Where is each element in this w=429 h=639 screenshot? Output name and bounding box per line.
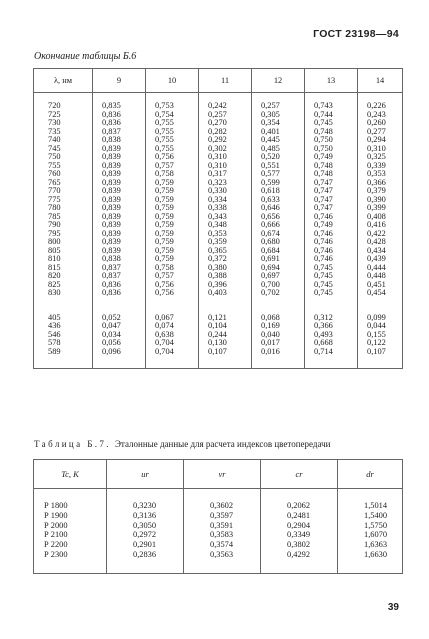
table-cell: 0,244 <box>199 331 252 340</box>
table-cell: 0,697 <box>252 272 305 281</box>
table-cell: 0,755 <box>146 119 199 128</box>
table-cell: 0,2901 <box>107 540 184 550</box>
table-cell: 0,067 <box>146 314 199 323</box>
table-cell: 0,746 <box>305 213 358 222</box>
table-cell: 0,759 <box>146 247 199 256</box>
table-cell: 0,348 <box>199 221 252 230</box>
column-header: λ, нм <box>34 69 93 93</box>
table-cell: 0,169 <box>252 322 305 331</box>
page-number: 39 <box>387 602 399 613</box>
table-cell: 795 <box>34 230 93 239</box>
table-cell: 0,292 <box>199 136 252 145</box>
table-cell: 0,839 <box>93 153 146 162</box>
column-header: 9 <box>93 69 146 93</box>
table-cell: 0,745 <box>305 289 358 298</box>
table-cell: 0,401 <box>252 128 305 137</box>
table-cell: 0,056 <box>93 339 146 348</box>
table-cell: 0,748 <box>305 162 358 171</box>
table-cell: 0,746 <box>305 247 358 256</box>
table-cell: 0,836 <box>93 119 146 128</box>
table-cell: 0,668 <box>305 339 358 348</box>
table-cell: 0,746 <box>305 238 358 247</box>
table-cell: 0,339 <box>358 162 403 171</box>
column-header: 12 <box>252 69 305 93</box>
table-b6 <box>33 68 403 369</box>
table-cell: 0,839 <box>93 213 146 222</box>
table-cell: 0,277 <box>358 128 403 137</box>
table-cell: 0,2062 <box>261 489 338 511</box>
table-cell: 0,759 <box>146 179 199 188</box>
table-cell: 0,3050 <box>107 521 184 531</box>
table-cell: 0,745 <box>305 119 358 128</box>
table-cell: 0,3349 <box>261 530 338 540</box>
table-cell: 815 <box>34 264 93 273</box>
table-cell: 0,107 <box>358 348 403 369</box>
table-b7-caption <box>34 439 330 449</box>
table-cell: 0,121 <box>199 314 252 323</box>
table-cell: 0,759 <box>146 213 199 222</box>
table-cell: 0,445 <box>252 136 305 145</box>
table-cell: 830 <box>34 289 93 298</box>
row-spacer <box>34 298 403 314</box>
table-cell: 0,680 <box>252 238 305 247</box>
table-cell: 0,388 <box>199 272 252 281</box>
table-cell: 735 <box>34 128 93 137</box>
table-cell: 0,390 <box>358 196 403 205</box>
table-cell: 0,759 <box>146 204 199 213</box>
standard-number: ГОСТ 23198—94 <box>313 28 399 40</box>
table-cell: 0,353 <box>199 230 252 239</box>
table-cell: 0,666 <box>252 221 305 230</box>
table-cell: 0,3583 <box>184 530 261 540</box>
table-cell: 1,5400 <box>338 511 403 521</box>
table-cell: 0,353 <box>358 170 403 179</box>
table-cell: 0,396 <box>199 281 252 290</box>
column-header: ur <box>107 460 184 489</box>
table-cell: 0,380 <box>199 264 252 273</box>
table-cell: 725 <box>34 111 93 120</box>
column-header: cr <box>261 460 338 489</box>
table-cell: 0,750 <box>305 145 358 154</box>
table-cell: 0,756 <box>146 281 199 290</box>
table-cell: 770 <box>34 187 93 196</box>
table-row <box>34 511 403 521</box>
table-cell: 0,633 <box>252 196 305 205</box>
table-b7-caption-text: Эталонные данные для расчета индексов цветопередачи <box>114 439 331 449</box>
table-cell: 0,837 <box>93 128 146 137</box>
table-cell: 0,638 <box>146 331 199 340</box>
table-cell: 0,047 <box>93 322 146 331</box>
table-cell: 1,6363 <box>338 540 403 550</box>
table-b7 <box>33 459 403 574</box>
table-cell: Р 1800 <box>34 489 107 511</box>
table-cell: 0,577 <box>252 170 305 179</box>
table-cell: 0,756 <box>146 289 199 298</box>
table-cell: 0,294 <box>358 136 403 145</box>
table-cell: 0,439 <box>358 255 403 264</box>
table-cell: 0,674 <box>252 230 305 239</box>
table-cell: 0,691 <box>252 255 305 264</box>
table-cell: 0,836 <box>93 281 146 290</box>
table-b7-caption-lead: Таблица Б.7. <box>34 439 111 449</box>
table-cell: 0,702 <box>252 289 305 298</box>
table-cell: 0,372 <box>199 255 252 264</box>
table-cell: 0,759 <box>146 230 199 239</box>
table-cell: 0,704 <box>146 348 199 369</box>
table-cell: 820 <box>34 272 93 281</box>
table-cell: 0,3591 <box>184 521 261 531</box>
table-cell: 0,312 <box>305 314 358 323</box>
table-cell: 0,3597 <box>184 511 261 521</box>
table-cell: 0,257 <box>199 111 252 120</box>
table-cell: 0,839 <box>93 145 146 154</box>
table-cell: 0,755 <box>146 145 199 154</box>
table-cell: 0,838 <box>93 255 146 264</box>
table-cell: 0,759 <box>146 221 199 230</box>
table-row <box>34 550 403 573</box>
table-cell: 0,700 <box>252 281 305 290</box>
table-cell: 0,656 <box>252 213 305 222</box>
table-cell: 0,759 <box>146 196 199 205</box>
table-cell: 0,758 <box>146 264 199 273</box>
table-cell: 0,310 <box>199 162 252 171</box>
table-cell: 775 <box>34 196 93 205</box>
table-cell: 0,454 <box>358 289 403 298</box>
table-cell: 0,754 <box>146 111 199 120</box>
table-cell: 0,746 <box>305 230 358 239</box>
column-header: 14 <box>358 69 403 93</box>
table-cell: 805 <box>34 247 93 256</box>
table-cell: 0,839 <box>93 221 146 230</box>
table-cell: 0,747 <box>305 204 358 213</box>
table-cell: 0,343 <box>199 213 252 222</box>
table-cell: 0,836 <box>93 289 146 298</box>
table-cell: 0,744 <box>305 111 358 120</box>
table-cell: 0,044 <box>358 322 403 331</box>
table-cell: 0,759 <box>146 187 199 196</box>
table-cell: 0,694 <box>252 264 305 273</box>
table-cell: 0,379 <box>358 187 403 196</box>
table-row <box>34 540 403 550</box>
table-cell: 0,305 <box>252 111 305 120</box>
table-cell: 0,753 <box>146 93 199 111</box>
table-cell: 0,3230 <box>107 489 184 511</box>
table-cell: 0,366 <box>305 322 358 331</box>
table-cell: 0,068 <box>252 314 305 323</box>
table-cell: 0,485 <box>252 145 305 154</box>
table-cell: 0,599 <box>252 179 305 188</box>
table-cell: 800 <box>34 238 93 247</box>
column-header: dr <box>338 460 403 489</box>
table-cell: 578 <box>34 339 93 348</box>
table-cell: 0,743 <box>305 93 358 111</box>
table-cell: 750 <box>34 153 93 162</box>
table-cell: 790 <box>34 221 93 230</box>
table-cell: 0,839 <box>93 162 146 171</box>
table-cell: 0,839 <box>93 170 146 179</box>
table-cell: 546 <box>34 331 93 340</box>
table-cell: 0,756 <box>146 153 199 162</box>
table-cell: 0,408 <box>358 213 403 222</box>
table-cell: 0,839 <box>93 179 146 188</box>
table-cell: 780 <box>34 204 93 213</box>
table-cell: 1,6070 <box>338 530 403 540</box>
table-row <box>34 521 403 531</box>
table-b7-header <box>34 460 403 489</box>
table-cell: 745 <box>34 145 93 154</box>
table-cell: 0,422 <box>358 230 403 239</box>
table-cell: 740 <box>34 136 93 145</box>
table-cell: 0,493 <box>305 331 358 340</box>
column-header: vr <box>184 460 261 489</box>
table-cell: 1,6630 <box>338 550 403 573</box>
table-cell: 0,017 <box>252 339 305 348</box>
table-cell: 0,016 <box>252 348 305 369</box>
table-cell: 0,839 <box>93 247 146 256</box>
table-cell: 0,745 <box>305 272 358 281</box>
table-cell: 0,330 <box>199 187 252 196</box>
table-cell: 0,122 <box>358 339 403 348</box>
table-cell: 1,5014 <box>338 489 403 511</box>
table-cell: 0,104 <box>199 322 252 331</box>
table-cell: 0,748 <box>305 128 358 137</box>
table-cell: 0,755 <box>146 136 199 145</box>
table-cell: 0,325 <box>358 153 403 162</box>
table-cell: 0,747 <box>305 187 358 196</box>
table-cell: 0,757 <box>146 162 199 171</box>
table-row <box>34 348 403 369</box>
table-cell: 0,835 <box>93 93 146 111</box>
table-cell: 0,359 <box>199 238 252 247</box>
table-cell: 0,704 <box>146 339 199 348</box>
table-cell: 0,2972 <box>107 530 184 540</box>
table-cell: Р 2000 <box>34 521 107 531</box>
table-cell: 405 <box>34 314 93 323</box>
table-cell: 0,052 <box>93 314 146 323</box>
table-cell: 0,310 <box>358 145 403 154</box>
table-cell: 0,334 <box>199 196 252 205</box>
table-cell: 0,839 <box>93 230 146 239</box>
table-cell: 0,096 <box>93 348 146 369</box>
table-cell: 0,040 <box>252 331 305 340</box>
table-cell: 0,130 <box>199 339 252 348</box>
table-cell: 0,365 <box>199 247 252 256</box>
table-cell: 0,757 <box>146 272 199 281</box>
table-cell: 0,257 <box>252 93 305 111</box>
table-cell: 0,226 <box>358 93 403 111</box>
table-cell: 810 <box>34 255 93 264</box>
table-cell: 0,399 <box>358 204 403 213</box>
table-cell: 0,317 <box>199 170 252 179</box>
table-cell: 0,3563 <box>184 550 261 573</box>
column-header: 11 <box>199 69 252 93</box>
table-cell: 0,714 <box>305 348 358 369</box>
table-cell: 0,758 <box>146 170 199 179</box>
table-cell: 0,836 <box>93 111 146 120</box>
table-cell: 0,416 <box>358 221 403 230</box>
table-row <box>34 289 403 298</box>
table-cell: Р 2300 <box>34 550 107 573</box>
table-cell: 0,839 <box>93 196 146 205</box>
table-cell: 0,755 <box>146 128 199 137</box>
table-cell: 0,428 <box>358 238 403 247</box>
table-cell: 0,2904 <box>261 521 338 531</box>
table-cell: 0,302 <box>199 145 252 154</box>
table-cell: 760 <box>34 170 93 179</box>
table-row <box>34 530 403 540</box>
table-cell: 436 <box>34 322 93 331</box>
table-cell: 0,749 <box>305 221 358 230</box>
table-cell: 0,3574 <box>184 540 261 550</box>
table-cell: 0,750 <box>305 136 358 145</box>
table-cell: 0,745 <box>305 281 358 290</box>
table-cell: 0,354 <box>252 119 305 128</box>
table-cell: 0,747 <box>305 196 358 205</box>
table-cell: 0,434 <box>358 247 403 256</box>
table-cell: 0,839 <box>93 187 146 196</box>
table-cell: 0,551 <box>252 162 305 171</box>
table-b6-caption: Окончание таблицы Б.6 <box>34 51 137 62</box>
table-cell: 0,099 <box>358 314 403 323</box>
table-cell: 0,3802 <box>261 540 338 550</box>
table-cell: 0,034 <box>93 331 146 340</box>
table-cell: 0,2481 <box>261 511 338 521</box>
table-cell: 825 <box>34 281 93 290</box>
table-cell: 0,684 <box>252 247 305 256</box>
column-header: Tc, К <box>34 460 107 489</box>
table-cell: 0,2836 <box>107 550 184 573</box>
table-cell: 0,270 <box>199 119 252 128</box>
table-cell: 0,838 <box>93 136 146 145</box>
table-cell: 0,839 <box>93 238 146 247</box>
table-row <box>34 93 403 111</box>
table-cell: 0,310 <box>199 153 252 162</box>
table-row <box>34 489 403 511</box>
table-cell: 0,646 <box>252 204 305 213</box>
table-cell: 0,444 <box>358 264 403 273</box>
table-cell: 0,3136 <box>107 511 184 521</box>
table-cell: 730 <box>34 119 93 128</box>
table-cell: 0,074 <box>146 322 199 331</box>
table-cell: 0,451 <box>358 281 403 290</box>
table-cell: 0,839 <box>93 204 146 213</box>
table-cell: 0,282 <box>199 128 252 137</box>
table-cell: 0,747 <box>305 179 358 188</box>
table-cell: 0,745 <box>305 264 358 273</box>
table-cell: 0,837 <box>93 264 146 273</box>
table-cell: 0,748 <box>305 170 358 179</box>
table-cell: 0,837 <box>93 272 146 281</box>
table-cell: 0,366 <box>358 179 403 188</box>
table-cell: 0,448 <box>358 272 403 281</box>
table-cell: Р 2100 <box>34 530 107 540</box>
column-header: 10 <box>146 69 199 93</box>
table-cell: 0,260 <box>358 119 403 128</box>
table-cell: 765 <box>34 179 93 188</box>
table-cell: 0,403 <box>199 289 252 298</box>
table-b6-header <box>34 69 403 93</box>
table-cell: 0,3602 <box>184 489 261 511</box>
column-header: 13 <box>305 69 358 93</box>
table-cell: 0,520 <box>252 153 305 162</box>
table-cell: Р 2200 <box>34 540 107 550</box>
table-cell: 0,749 <box>305 153 358 162</box>
table-cell: 0,759 <box>146 238 199 247</box>
table-cell: Р 1900 <box>34 511 107 521</box>
table-cell: 1,5750 <box>338 521 403 531</box>
table-cell: 0,323 <box>199 179 252 188</box>
table-cell: 0,338 <box>199 204 252 213</box>
table-cell: 755 <box>34 162 93 171</box>
table-cell: 785 <box>34 213 93 222</box>
table-cell: 0,155 <box>358 331 403 340</box>
table-cell: 0,243 <box>358 111 403 120</box>
table-cell: 589 <box>34 348 93 369</box>
table-cell: 0,242 <box>199 93 252 111</box>
table-cell: 0,107 <box>199 348 252 369</box>
table-cell: 0,746 <box>305 255 358 264</box>
table-cell: 720 <box>34 93 93 111</box>
table-cell: 0,618 <box>252 187 305 196</box>
table-cell: 0,4292 <box>261 550 338 573</box>
table-cell: 0,759 <box>146 255 199 264</box>
